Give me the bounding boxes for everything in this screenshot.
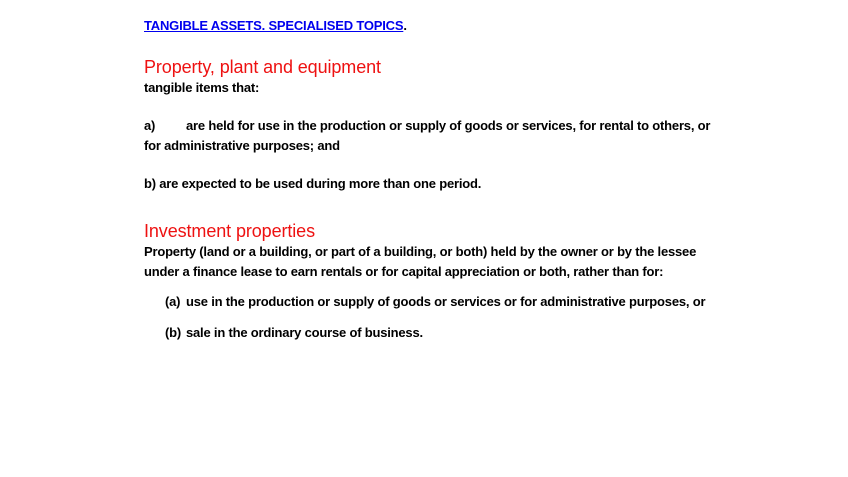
ppe-heading: Property, plant and equipment — [144, 57, 381, 77]
list-item — [165, 323, 714, 343]
top-link-line — [144, 16, 714, 36]
ppe-item-a — [144, 116, 714, 156]
investment-intro: Property (land or a building, or part of a building, or both) held by the owner or by the lessee under a finance lease to earn rentals or for capital appreciation or both, rather than for: — [144, 244, 697, 279]
tangible-assets-link[interactable]: TANGIBLE ASSETS. SPECIALISED TOPICS — [144, 18, 404, 33]
top-link-suffix: . — [403, 18, 407, 33]
list-item — [165, 292, 714, 312]
list-item-text: sale in the ordinary course of business. — [186, 325, 423, 340]
investment-heading: Investment properties — [144, 221, 315, 241]
ppe-item-a-marker: a) — [144, 118, 156, 133]
ppe-item-b: b) are expected to be used during more than one period. — [144, 176, 482, 191]
ppe-intro: tangible items that: — [144, 80, 260, 95]
list-item-marker: (a) — [165, 294, 181, 309]
list-item-marker: (b) — [165, 325, 181, 340]
document-body — [144, 16, 714, 354]
ppe-item-a-text: are held for use in the production or supply of goods or services, for rental to others, or for administrative purposes; and — [144, 118, 711, 153]
investment-list — [165, 292, 714, 343]
list-item-text: use in the production or supply of goods or services or for administrative purposes, or — [186, 294, 706, 309]
